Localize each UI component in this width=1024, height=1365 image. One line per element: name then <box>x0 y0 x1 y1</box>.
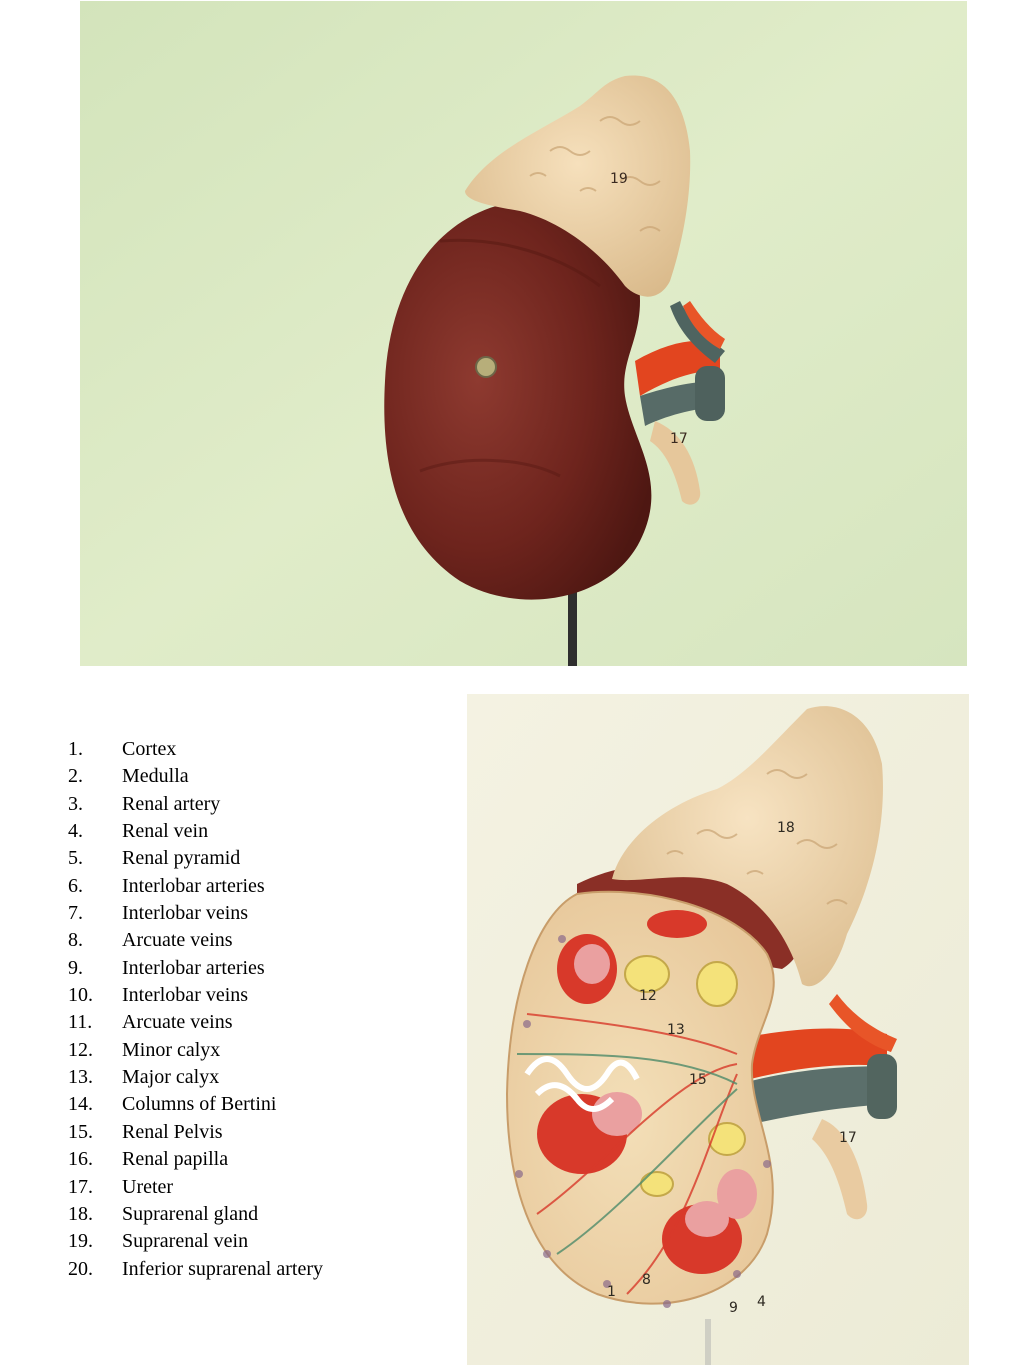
legend-term: Renal pyramid <box>122 847 241 870</box>
legend-term: Interlobar veins <box>122 984 249 1007</box>
legend-item <box>68 1091 448 1118</box>
legend-number: 14. <box>68 1093 93 1116</box>
legend-number: 6. <box>68 874 83 897</box>
legend-number: 10. <box>68 984 93 1007</box>
legend-number: 18. <box>68 1202 93 1225</box>
legend-number: 16. <box>68 1148 93 1171</box>
legend-item <box>68 1064 448 1091</box>
legend-item <box>68 845 448 872</box>
legend-item <box>68 818 448 845</box>
legend-term: Arcuate veins <box>122 929 233 952</box>
legend-item <box>68 927 448 954</box>
marker-8: 8 <box>642 1272 651 1288</box>
legend-term: Renal papilla <box>122 1148 229 1171</box>
marker-9: 9 <box>729 1300 738 1316</box>
legend-number: 12. <box>68 1038 93 1061</box>
legend-number: 20. <box>68 1257 93 1280</box>
stand-rod <box>705 1319 711 1365</box>
kidney-section-photo <box>467 694 969 1365</box>
legend-item <box>68 1146 448 1173</box>
legend-item <box>68 1009 448 1036</box>
legend-item <box>68 1037 448 1064</box>
legend-term: Columns of Bertini <box>122 1093 277 1116</box>
legend-term: Minor calyx <box>122 1038 221 1061</box>
legend-number: 15. <box>68 1120 93 1143</box>
legend-number: 5. <box>68 847 83 870</box>
legend-item <box>68 791 448 818</box>
marker-1: 1 <box>607 1284 616 1300</box>
legend-list <box>68 736 448 1283</box>
legend-item <box>68 900 448 927</box>
legend-item <box>68 1256 448 1283</box>
legend-term: Interlobar arteries <box>122 874 265 897</box>
legend-number: 17. <box>68 1175 93 1198</box>
legend-term: Renal artery <box>122 792 221 815</box>
marker-19: 19 <box>610 171 628 187</box>
legend-item <box>68 1228 448 1255</box>
legend-number: 3. <box>68 792 83 815</box>
legend-number: 2. <box>68 765 83 788</box>
legend-item <box>68 1119 448 1146</box>
legend-term: Suprarenal gland <box>122 1202 259 1225</box>
model-pin <box>476 357 496 377</box>
legend-term: Ureter <box>122 1175 174 1198</box>
legend-item <box>68 763 448 790</box>
legend-term: Interlobar arteries <box>122 956 265 979</box>
legend-number: 19. <box>68 1230 93 1253</box>
kidney-exterior-photo <box>80 1 967 666</box>
legend-term: Interlobar veins <box>122 902 249 925</box>
marker-15: 15 <box>689 1072 707 1088</box>
legend-term: Major calyx <box>122 1066 220 1089</box>
legend-term: Arcuate veins <box>122 1011 233 1034</box>
legend-term: Inferior suprarenal artery <box>122 1257 323 1280</box>
legend-number: 1. <box>68 738 83 760</box>
legend-number: 4. <box>68 820 83 843</box>
kidney-section-illustration <box>467 694 969 1365</box>
legend-item <box>68 1201 448 1228</box>
legend-number: 11. <box>68 1011 93 1034</box>
legend-item <box>68 982 448 1009</box>
legend-term: Cortex <box>122 738 177 760</box>
marker-13: 13 <box>667 1022 685 1038</box>
marker-12: 12 <box>639 988 657 1004</box>
marker-4: 4 <box>757 1294 766 1310</box>
legend-term: Renal vein <box>122 820 209 843</box>
legend-term: Renal Pelvis <box>122 1120 223 1143</box>
legend-item <box>68 736 448 763</box>
legend-number: 9. <box>68 956 83 979</box>
marker-17: 17 <box>670 431 688 447</box>
kidney-exterior-illustration <box>80 1 967 666</box>
legend-number: 7. <box>68 902 83 925</box>
legend-item <box>68 955 448 982</box>
legend-number: 13. <box>68 1066 93 1089</box>
marker-17: 17 <box>839 1130 857 1146</box>
legend-number: 8. <box>68 929 83 952</box>
stand-rod <box>568 591 577 666</box>
legend-item <box>68 1174 448 1201</box>
legend-term: Medulla <box>122 765 189 788</box>
legend-term: Suprarenal vein <box>122 1230 249 1253</box>
legend-item <box>68 873 448 900</box>
marker-18: 18 <box>777 820 795 836</box>
